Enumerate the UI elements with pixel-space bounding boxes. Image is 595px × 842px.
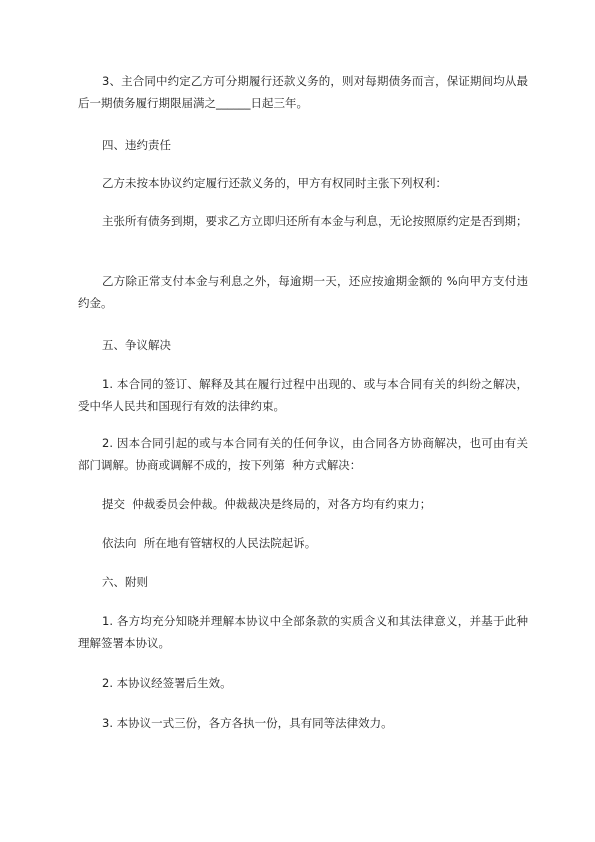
section-heading-dispute-resolution: 五、争议解决 <box>102 338 171 352</box>
dispute-litigation-option: 依法向 所在地有管辖权的人民法院起诉。 <box>102 536 317 550</box>
breach-penalty-paragraph: 乙方除正常支付本金与利息之外，每逾期一天，还应按逾期金额的 %向甲方支付违约金。 <box>78 274 528 310</box>
supplementary-clause-3: 3. 本协议一式三份，各方各执一份，具有同等法律效力。 <box>102 716 393 730</box>
clause-3-guarantee-period: 3、主合同中约定乙方可分期履行还款义务的，则对每期债务而言，保证期间均从最后一期债务履行期限届满之______日起三年。 <box>78 74 528 110</box>
dispute-clause-2: 2. 因本合同引起的或与本合同有关的任何争议，由合同各方协商解决，也可由有关部门调解。协商或调解不成的，按下列第 种方式解决： <box>78 436 528 472</box>
section-heading-supplementary: 六、附则 <box>102 575 148 589</box>
breach-intro-paragraph: 乙方未按本协议约定履行还款义务的，甲方有权同时主张下列权利： <box>102 176 447 190</box>
breach-acceleration-paragraph: 主张所有债务到期，要求乙方立即归还所有本金与利息，无论按照原约定是否到期； <box>102 214 528 228</box>
section-heading-breach-liability: 四、违约责任 <box>102 138 171 152</box>
dispute-arbitration-option: 提交 仲裁委员会仲裁。仲裁裁决是终局的，对各方均有约束力； <box>102 497 432 511</box>
supplementary-clause-1: 1. 各方均充分知晓并理解本协议中全部条款的实质含义和其法律意义，并基于此种理解签署本协议。 <box>78 614 528 650</box>
dispute-clause-1: 1. 本合同的签订、解释及其在履行过程中出现的、或与本合同有关的纠纷之解决，受中华人民共和国现行有效的法律约束。 <box>78 377 528 413</box>
supplementary-clause-2: 2. 本协议经签署后生效。 <box>102 676 232 690</box>
